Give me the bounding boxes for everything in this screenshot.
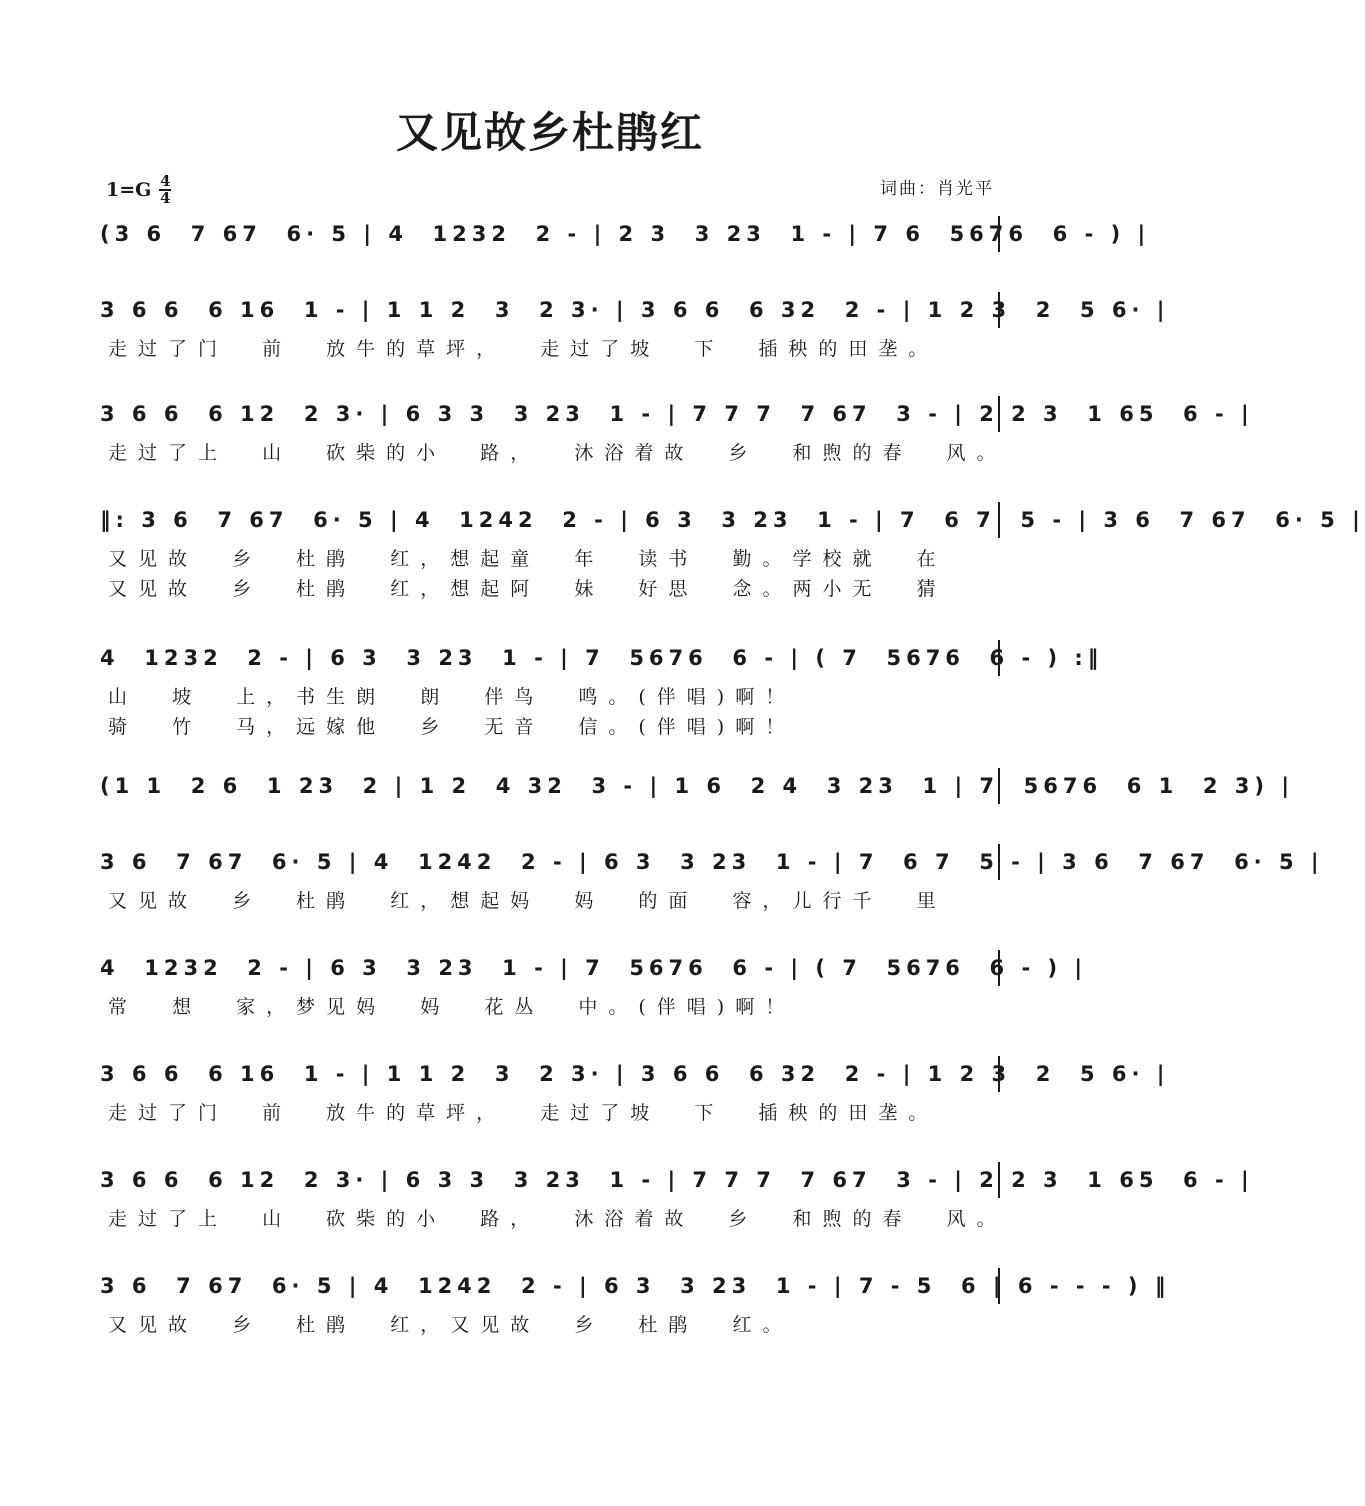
system-end-barline (998, 768, 1000, 804)
time-numerator: 4 (160, 172, 171, 190)
system-end-barline (998, 396, 1000, 432)
score-system (100, 1156, 1254, 1234)
system-end-barline (998, 292, 1000, 328)
notation-line: ‖: 3 6 7 67 6· 5 | 4 1242 2 - | 6 3 3 23 1 - | 7 6 7 5 - | 3 6 7 67 6· 5 | (100, 496, 1000, 544)
composer-credit: 词曲：肖光平 (880, 179, 994, 199)
score-system (100, 838, 1324, 916)
time-signature (159, 174, 171, 206)
lyric-line: 走过了上 山 砍柴的小 路， 沐浴着故 乡 和煦的春 风。 (108, 442, 1007, 464)
system-end-barline (998, 216, 1000, 252)
notation-line: (1 1 2 6 1 23 2 | 1 2 4 32 3 - | 1 6 2 4 3 23 1 | 7 5676 6 1 2 3) | (100, 762, 1000, 810)
time-denominator: 4 (160, 189, 171, 207)
system-end-barline (998, 844, 1000, 880)
lyric-line: 常 想 家，梦见妈 妈 花丛 中。(伴唱)啊！ (108, 996, 796, 1018)
notation-line: 4 1232 2 - | 6 3 3 23 1 - | 7 5676 6 - | ( 7 5676 6 - ) :‖ (100, 634, 1000, 682)
system-end-barline (998, 640, 1000, 676)
score-system (100, 1262, 1171, 1340)
notation-line: 3 6 6 6 16 1 - | 1 1 2 3 2 3· | 3 6 6 6 32 2 - | 1 2 3 2 5 6· | (100, 1050, 1000, 1098)
lyric-line: 又见故 乡 杜鹃 红，想起童 年 读书 勤。学校就 在 (108, 548, 947, 570)
score-system (100, 210, 1151, 258)
system-end-barline (998, 950, 1000, 986)
score-system (100, 762, 1294, 810)
notation-line: 3 6 6 6 12 2 3· | 6 3 3 3 23 1 - | 7 7 7 7 67 3 - | 2 2 3 1 65 6 - | (100, 390, 1000, 438)
system-end-barline (998, 502, 1000, 538)
score-system (100, 634, 1104, 742)
key-signature: 1=G (106, 179, 152, 201)
system-end-barline (998, 1056, 1000, 1092)
lyric-line: 又见故 乡 杜鹃 红，想起阿 妹 好思 念。两小无 猜 (108, 578, 947, 600)
score-system (100, 390, 1254, 468)
lyric-line: 又见故 乡 杜鹃 红，又见故 乡 杜鹃 红。 (108, 1314, 793, 1336)
score-system (100, 1050, 1170, 1128)
notation-line: (3 6 7 67 6· 5 | 4 1232 2 - | 2 3 3 23 1 - | 7 6 5676 6 - ) | (100, 210, 1000, 258)
lyric-line: 山 坡 上，书生朗 朗 伴鸟 鸣。(伴唱)啊！ (108, 686, 796, 708)
lyric-line: 走过了门 前 放牛的草坪， 走过了坡 下 插秧的田垄。 (108, 1102, 939, 1124)
notation-line: 3 6 6 6 16 1 - | 1 1 2 3 2 3· | 3 6 6 6 32 2 - | 1 2 3 2 5 6· | (100, 286, 1000, 334)
notation-line: 3 6 7 67 6· 5 | 4 1242 2 - | 6 3 3 23 1 - | 7 6 7 5 - | 3 6 7 67 6· 5 | (100, 838, 1000, 886)
lyric-line: 骑 竹 马，远嫁他 乡 无音 信。(伴唱)啊！ (108, 716, 796, 738)
key-time-signature (106, 172, 171, 208)
notation-line: 3 6 7 67 6· 5 | 4 1242 2 - | 6 3 3 23 1 - | 7 - 5 6 | 6 - - - ) ‖ (100, 1262, 1000, 1310)
system-end-barline (998, 1162, 1000, 1198)
score-system (100, 286, 1170, 364)
notation-line: 4 1232 2 - | 6 3 3 23 1 - | 7 5676 6 - | ( 7 5676 6 - ) | (100, 944, 1000, 992)
score-system (100, 944, 1088, 1022)
lyric-line: 又见故 乡 杜鹃 红，想起妈 妈 的面 容，儿行千 里 (108, 890, 947, 912)
score-system (100, 496, 1365, 604)
system-end-barline (998, 1268, 1000, 1304)
song-title: 又见故乡杜鹃红 (395, 108, 704, 157)
notation-line: 3 6 6 6 12 2 3· | 6 3 3 3 23 1 - | 7 7 7 7 67 3 - | 2 2 3 1 65 6 - | (100, 1156, 1000, 1204)
lyric-line: 走过了上 山 砍柴的小 路， 沐浴着故 乡 和煦的春 风。 (108, 1208, 1007, 1230)
lyric-line: 走过了门 前 放牛的草坪， 走过了坡 下 插秧的田垄。 (108, 338, 939, 360)
